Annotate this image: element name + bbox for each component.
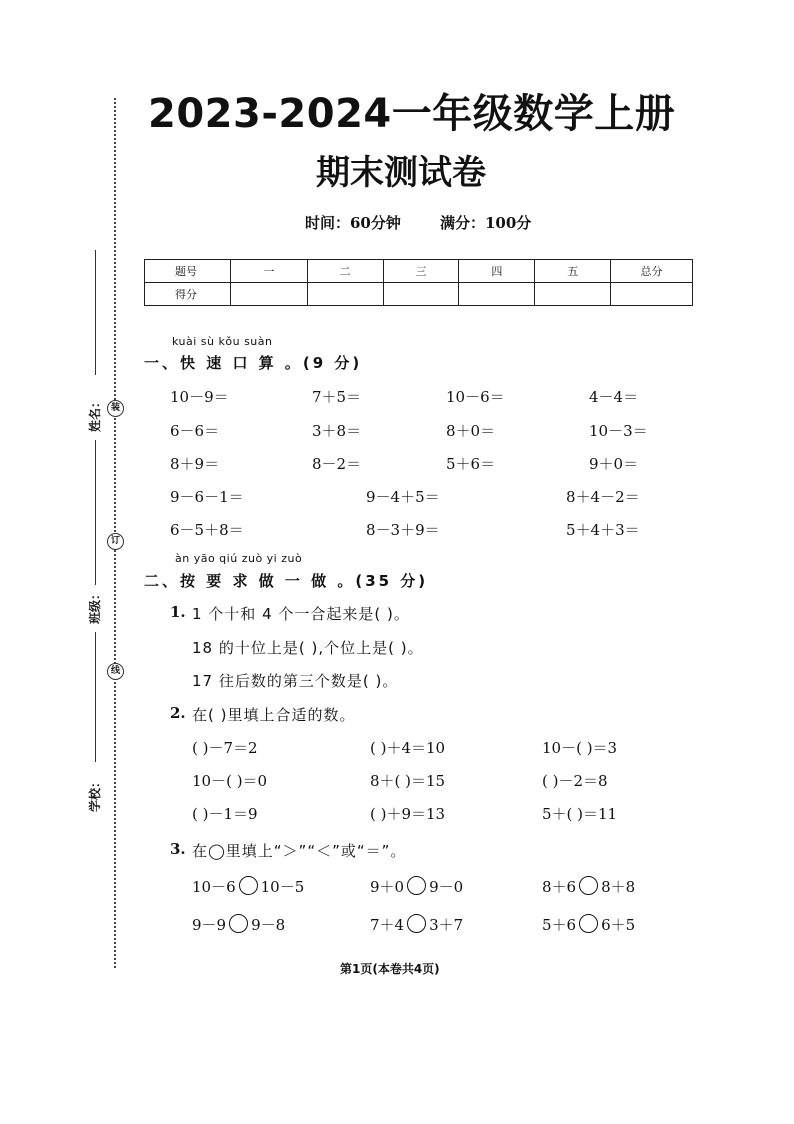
compare-item — [192, 914, 285, 935]
page-title: 2023-2024一年级数学上册 — [148, 91, 676, 137]
compare-item — [370, 914, 463, 935]
compare-circle[interactable] — [579, 876, 598, 895]
binding-mark-zhuang: 装 — [107, 400, 124, 417]
calc-item: 8＋0＝ — [446, 422, 496, 440]
score-table-header-row — [145, 260, 693, 283]
q1-line: 17 往后数的第三个数是( )。 — [192, 672, 399, 690]
compare-item — [370, 876, 463, 897]
compare-circle[interactable] — [407, 876, 426, 895]
compare-left: 5＋6 — [542, 916, 577, 934]
compare-right: 9－0 — [429, 878, 464, 896]
score-row-label: 得分 — [145, 283, 231, 306]
fill-item: 5＋( )＝11 — [542, 805, 618, 823]
calc-item: 8＋9＝ — [170, 455, 220, 473]
fill-item: ( )－1＝9 — [192, 805, 258, 823]
calc-item: 5＋4＋3＝ — [566, 521, 640, 539]
compare-circle[interactable] — [579, 914, 598, 933]
name-label: 姓名： — [88, 395, 102, 432]
name-write-line[interactable] — [95, 250, 96, 375]
page-subtitle: 期末测试卷 — [316, 153, 486, 193]
score-header-cell: 一 — [230, 260, 307, 283]
calc-item: 10－6＝ — [446, 388, 505, 406]
exam-full-score: 满分：100分 — [440, 214, 532, 232]
fill-item: 8＋( )＝15 — [370, 772, 446, 790]
question-number: 3. — [170, 840, 186, 858]
fill-item: ( )－2＝8 — [542, 772, 608, 790]
fill-item: ( )－7＝2 — [192, 739, 258, 757]
compare-right: 9－8 — [251, 916, 286, 934]
score-cell[interactable] — [230, 283, 307, 306]
score-header-cell: 五 — [535, 260, 611, 283]
compare-circle[interactable] — [407, 914, 426, 933]
q2-instruction: 在( )里填上合适的数。 — [192, 706, 356, 724]
fill-item: 10－( )＝3 — [542, 739, 618, 757]
q1-line: 1 个十和 4 个一合起来是( )。 — [192, 605, 410, 623]
score-header-cell: 三 — [383, 260, 459, 283]
score-header-cell: 二 — [307, 260, 383, 283]
score-cell[interactable] — [611, 283, 693, 306]
section1-pinyin: kuài sù kǒu suàn — [172, 335, 273, 348]
calc-item: 8－3＋9＝ — [366, 521, 440, 539]
exam-time: 时间：60分钟 — [305, 214, 401, 232]
calc-item: 9－6－1＝ — [170, 488, 244, 506]
calc-item: 9－4＋5＝ — [366, 488, 440, 506]
compare-item — [192, 876, 304, 897]
question-number: 1. — [170, 603, 186, 621]
calc-item: 3＋8＝ — [312, 422, 362, 440]
score-header-cell: 总分 — [611, 260, 693, 283]
compare-left: 9＋0 — [370, 878, 405, 896]
class-label: 班级： — [88, 587, 102, 624]
compare-right: 3＋7 — [429, 916, 464, 934]
score-header-cell: 题号 — [145, 260, 231, 283]
score-table — [144, 259, 693, 306]
compare-right: 10－5 — [260, 878, 305, 896]
calc-item: 8＋4－2＝ — [566, 488, 640, 506]
compare-right: 8＋8 — [601, 878, 636, 896]
score-cell[interactable] — [535, 283, 611, 306]
compare-left: 8＋6 — [542, 878, 577, 896]
binding-mark-xian: 线 — [107, 663, 124, 680]
calc-item: 6－6＝ — [170, 422, 220, 440]
score-cell[interactable] — [307, 283, 383, 306]
section1-title: 一、快 速 口 算 。(9 分) — [144, 354, 363, 372]
score-table-score-row — [145, 283, 693, 306]
calc-item: 6－5＋8＝ — [170, 521, 244, 539]
page-footer: 第1页(本卷共4页) — [340, 962, 440, 976]
binding-mark-ding: 订 — [107, 533, 124, 550]
q1-line: 18 的十位上是( ),个位上是( )。 — [192, 639, 424, 657]
compare-left: 7＋4 — [370, 916, 405, 934]
score-header-cell: 四 — [459, 260, 535, 283]
compare-circle[interactable] — [229, 914, 248, 933]
fill-item: ( )＋9＝13 — [370, 805, 446, 823]
compare-right: 6＋5 — [601, 916, 636, 934]
section2-pinyin: àn yāo qiú zuò yi zuò — [175, 552, 303, 565]
calc-item: 7＋5＝ — [312, 388, 362, 406]
compare-item — [542, 914, 635, 935]
class-write-line[interactable] — [95, 440, 96, 585]
calc-item: 10－9＝ — [170, 388, 229, 406]
calc-item: 10－3＝ — [589, 422, 648, 440]
calc-item: 5＋6＝ — [446, 455, 496, 473]
fill-item: ( )＋4＝10 — [370, 739, 446, 757]
question-number: 2. — [170, 704, 186, 722]
q3-instruction: 在◯里填上“＞”“＜”或“＝”。 — [192, 842, 407, 860]
compare-item — [542, 876, 635, 897]
compare-left: 10－6 — [192, 878, 236, 896]
fill-item: 10－( )＝0 — [192, 772, 268, 790]
calc-item: 4－4＝ — [589, 388, 639, 406]
calc-item: 9＋0＝ — [589, 455, 639, 473]
score-cell[interactable] — [383, 283, 459, 306]
section2-title: 二、按 要 求 做 一 做 。(35 分) — [144, 572, 429, 590]
calc-item: 8－2＝ — [312, 455, 362, 473]
school-label: 学校： — [88, 775, 102, 812]
compare-left: 9－9 — [192, 916, 227, 934]
compare-circle[interactable] — [239, 876, 258, 895]
score-cell[interactable] — [459, 283, 535, 306]
class-write-line-2[interactable] — [95, 632, 96, 762]
